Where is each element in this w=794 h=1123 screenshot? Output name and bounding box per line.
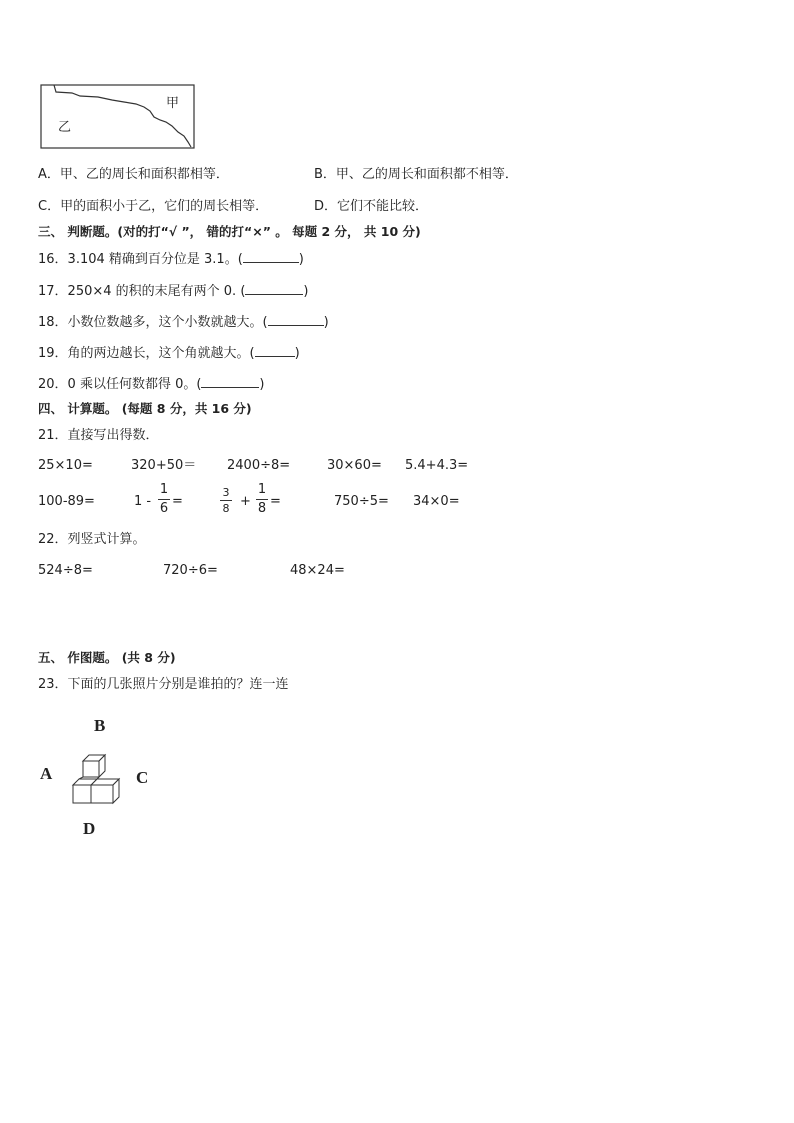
q20 bbox=[38, 375, 265, 393]
q21-r2-a: 100-89= bbox=[38, 494, 95, 509]
q21-r2-e: 34×0= bbox=[413, 494, 460, 509]
q16-close: ) bbox=[298, 252, 304, 267]
q18-close: ) bbox=[323, 315, 329, 330]
q18 bbox=[38, 313, 329, 331]
fraction-numerator: 3 bbox=[222, 486, 230, 499]
q21-r1-a: 25×10= bbox=[38, 458, 93, 473]
q21-r2-b-prefix: 1 - bbox=[134, 494, 152, 509]
q20-text: 20．0 乘以任何数都得 0。( bbox=[38, 377, 202, 392]
fraction-denominator: 6 bbox=[159, 501, 169, 516]
q20-answer-blank[interactable] bbox=[201, 375, 259, 388]
fraction-numerator: 1 bbox=[257, 482, 267, 497]
q21-r2-b-suffix: = bbox=[172, 494, 183, 509]
fraction-numerator: 1 bbox=[159, 482, 169, 497]
q21-r2-c-suffix: = bbox=[270, 494, 281, 509]
region-jia-label: 甲 bbox=[166, 96, 180, 111]
q21-r1-e: 5.4+4.3= bbox=[405, 458, 469, 473]
viewpoint-a-label: A bbox=[40, 764, 53, 783]
viewpoint-c-label: C bbox=[136, 768, 149, 787]
cube-stack-drawing bbox=[70, 752, 122, 806]
q19-answer-blank[interactable] bbox=[255, 344, 295, 357]
q16-text: 16．3.104 精确到百分位是 3.1。( bbox=[38, 252, 243, 267]
section3-heading: 三、 判断题。(对的打“√ ”， 错的打“×” 。 每题 2 分， 共 10 分) bbox=[38, 224, 421, 239]
q21-r1-b: 320+50＝ bbox=[131, 458, 197, 473]
fraction-bar bbox=[220, 500, 232, 501]
q18-text: 18．小数位数越多，这个小数就越大。( bbox=[38, 315, 268, 330]
q17-close: ) bbox=[303, 284, 309, 299]
q23-title: 23．下面的几张照片分别是谁拍的？连一连 bbox=[38, 677, 289, 692]
option-c: C．甲的面积小于乙，它们的周长相等． bbox=[38, 199, 269, 214]
q21-r2-c-plus: + bbox=[240, 494, 251, 509]
fraction-bar bbox=[158, 499, 170, 500]
q15-figure bbox=[40, 84, 196, 150]
option-a: A．甲、乙的周长和面积都相等． bbox=[38, 167, 229, 182]
q21-r2-b-fraction bbox=[158, 482, 170, 517]
q19-close: ) bbox=[294, 346, 300, 361]
q17-text: 17．250×4 的积的末尾有两个 0. ( bbox=[38, 284, 246, 299]
q17-answer-blank[interactable] bbox=[245, 282, 303, 295]
section4-heading: 四、 计算题。 (每题 8 分，共 16 分) bbox=[38, 401, 252, 416]
q19 bbox=[38, 344, 300, 362]
q21-r2-c-fraction1 bbox=[220, 486, 232, 515]
option-b: B．甲、乙的周长和面积都不相等． bbox=[314, 167, 518, 182]
q16 bbox=[38, 250, 304, 268]
fraction-denominator: 8 bbox=[257, 501, 267, 516]
q21-r2-c-fraction2 bbox=[256, 482, 268, 517]
q21-r1-c: 2400÷8= bbox=[227, 458, 291, 473]
q17 bbox=[38, 282, 308, 300]
perimeter-area-diagram bbox=[40, 84, 196, 150]
q22-title: 22．列竖式计算。 bbox=[38, 532, 146, 547]
fraction-bar bbox=[256, 499, 268, 500]
q18-answer-blank[interactable] bbox=[268, 313, 324, 326]
fraction-denominator: 8 bbox=[222, 502, 230, 515]
q16-answer-blank[interactable] bbox=[243, 250, 299, 263]
option-d: D．它们不能比较． bbox=[314, 199, 429, 214]
q22-item-2: 720÷6= bbox=[163, 563, 218, 578]
q22-item-1: 524÷8= bbox=[38, 563, 93, 578]
viewpoint-b-label: B bbox=[94, 716, 106, 735]
viewpoint-d-label: D bbox=[83, 819, 96, 838]
section5-heading: 五、 作图题。 (共 8 分) bbox=[38, 650, 176, 665]
q22-item-3: 48×24= bbox=[290, 563, 345, 578]
region-yi-label: 乙 bbox=[58, 120, 72, 135]
q21-r2-d: 750÷5= bbox=[334, 494, 389, 509]
q20-close: ) bbox=[259, 377, 265, 392]
q21-r1-d: 30×60= bbox=[327, 458, 382, 473]
q19-text: 19．角的两边越长，这个角就越大。( bbox=[38, 346, 255, 361]
cube-stack-figure bbox=[70, 752, 122, 806]
q21-title: 21．直接写出得数． bbox=[38, 428, 159, 443]
